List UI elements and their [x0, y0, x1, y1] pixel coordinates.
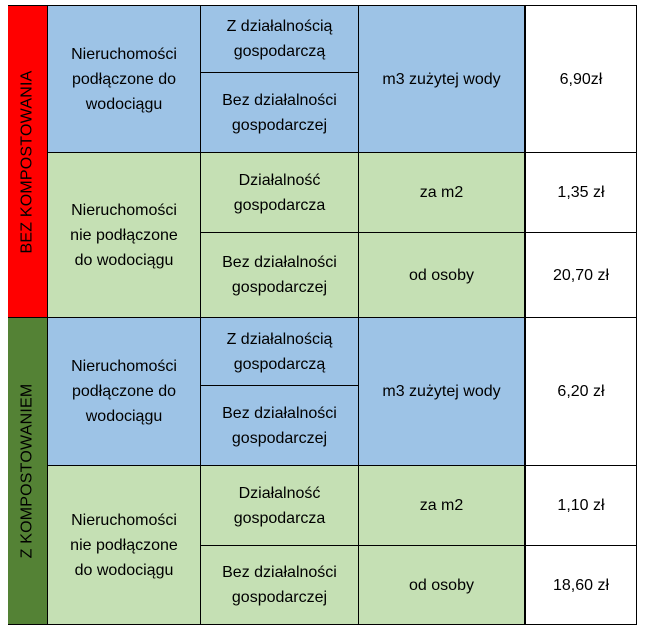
business-type-without-business: Bez działalności gospodarczej: [201, 386, 359, 466]
business-type-without-business: Bez działalności gospodarczej: [201, 233, 359, 318]
business-type-with-business: Z działalnością gospodarczą: [201, 5, 359, 73]
section-label-text: Z KOMPOSTOWANIEM: [18, 383, 36, 559]
business-type-business: Działalność gospodarcza: [201, 466, 359, 546]
billing-unit-person: od osoby: [359, 546, 525, 625]
business-type-business: Działalność gospodarcza: [201, 153, 359, 233]
property-type-unconnected: Nieruchomości nie podłączone do wodociągu: [48, 466, 201, 625]
price-cell: 20,70 zł: [525, 233, 637, 318]
billing-unit-water: m3 zużytej wody: [359, 5, 525, 153]
property-type-connected: Nieruchomości podłączone do wodociągu: [48, 5, 201, 153]
price-cell: 1,35 zł: [525, 153, 637, 233]
section-label-no-composting: [8, 5, 48, 318]
billing-unit-water: m3 zużytej wody: [359, 318, 525, 466]
billing-unit-area: za m2: [359, 153, 525, 233]
section-label-text: BEZ KOMPOSTOWANIA: [18, 70, 36, 253]
price-cell: 1,10 zł: [525, 466, 637, 546]
billing-unit-person: od osoby: [359, 233, 525, 318]
business-type-without-business: Bez działalności gospodarczej: [201, 73, 359, 153]
property-type-unconnected: Nieruchomości nie podłączone do wodociągu: [48, 153, 201, 318]
business-type-without-business: Bez działalności gospodarczej: [201, 546, 359, 625]
price-cell: 18,60 zł: [525, 546, 637, 625]
business-type-with-business: Z działalnością gospodarczą: [201, 318, 359, 386]
price-cell: 6,90zł: [525, 5, 637, 153]
section-label-with-composting: [8, 318, 48, 625]
price-cell: 6,20 zł: [525, 318, 637, 466]
property-type-connected: Nieruchomości podłączone do wodociągu: [48, 318, 201, 466]
billing-unit-area: za m2: [359, 466, 525, 546]
